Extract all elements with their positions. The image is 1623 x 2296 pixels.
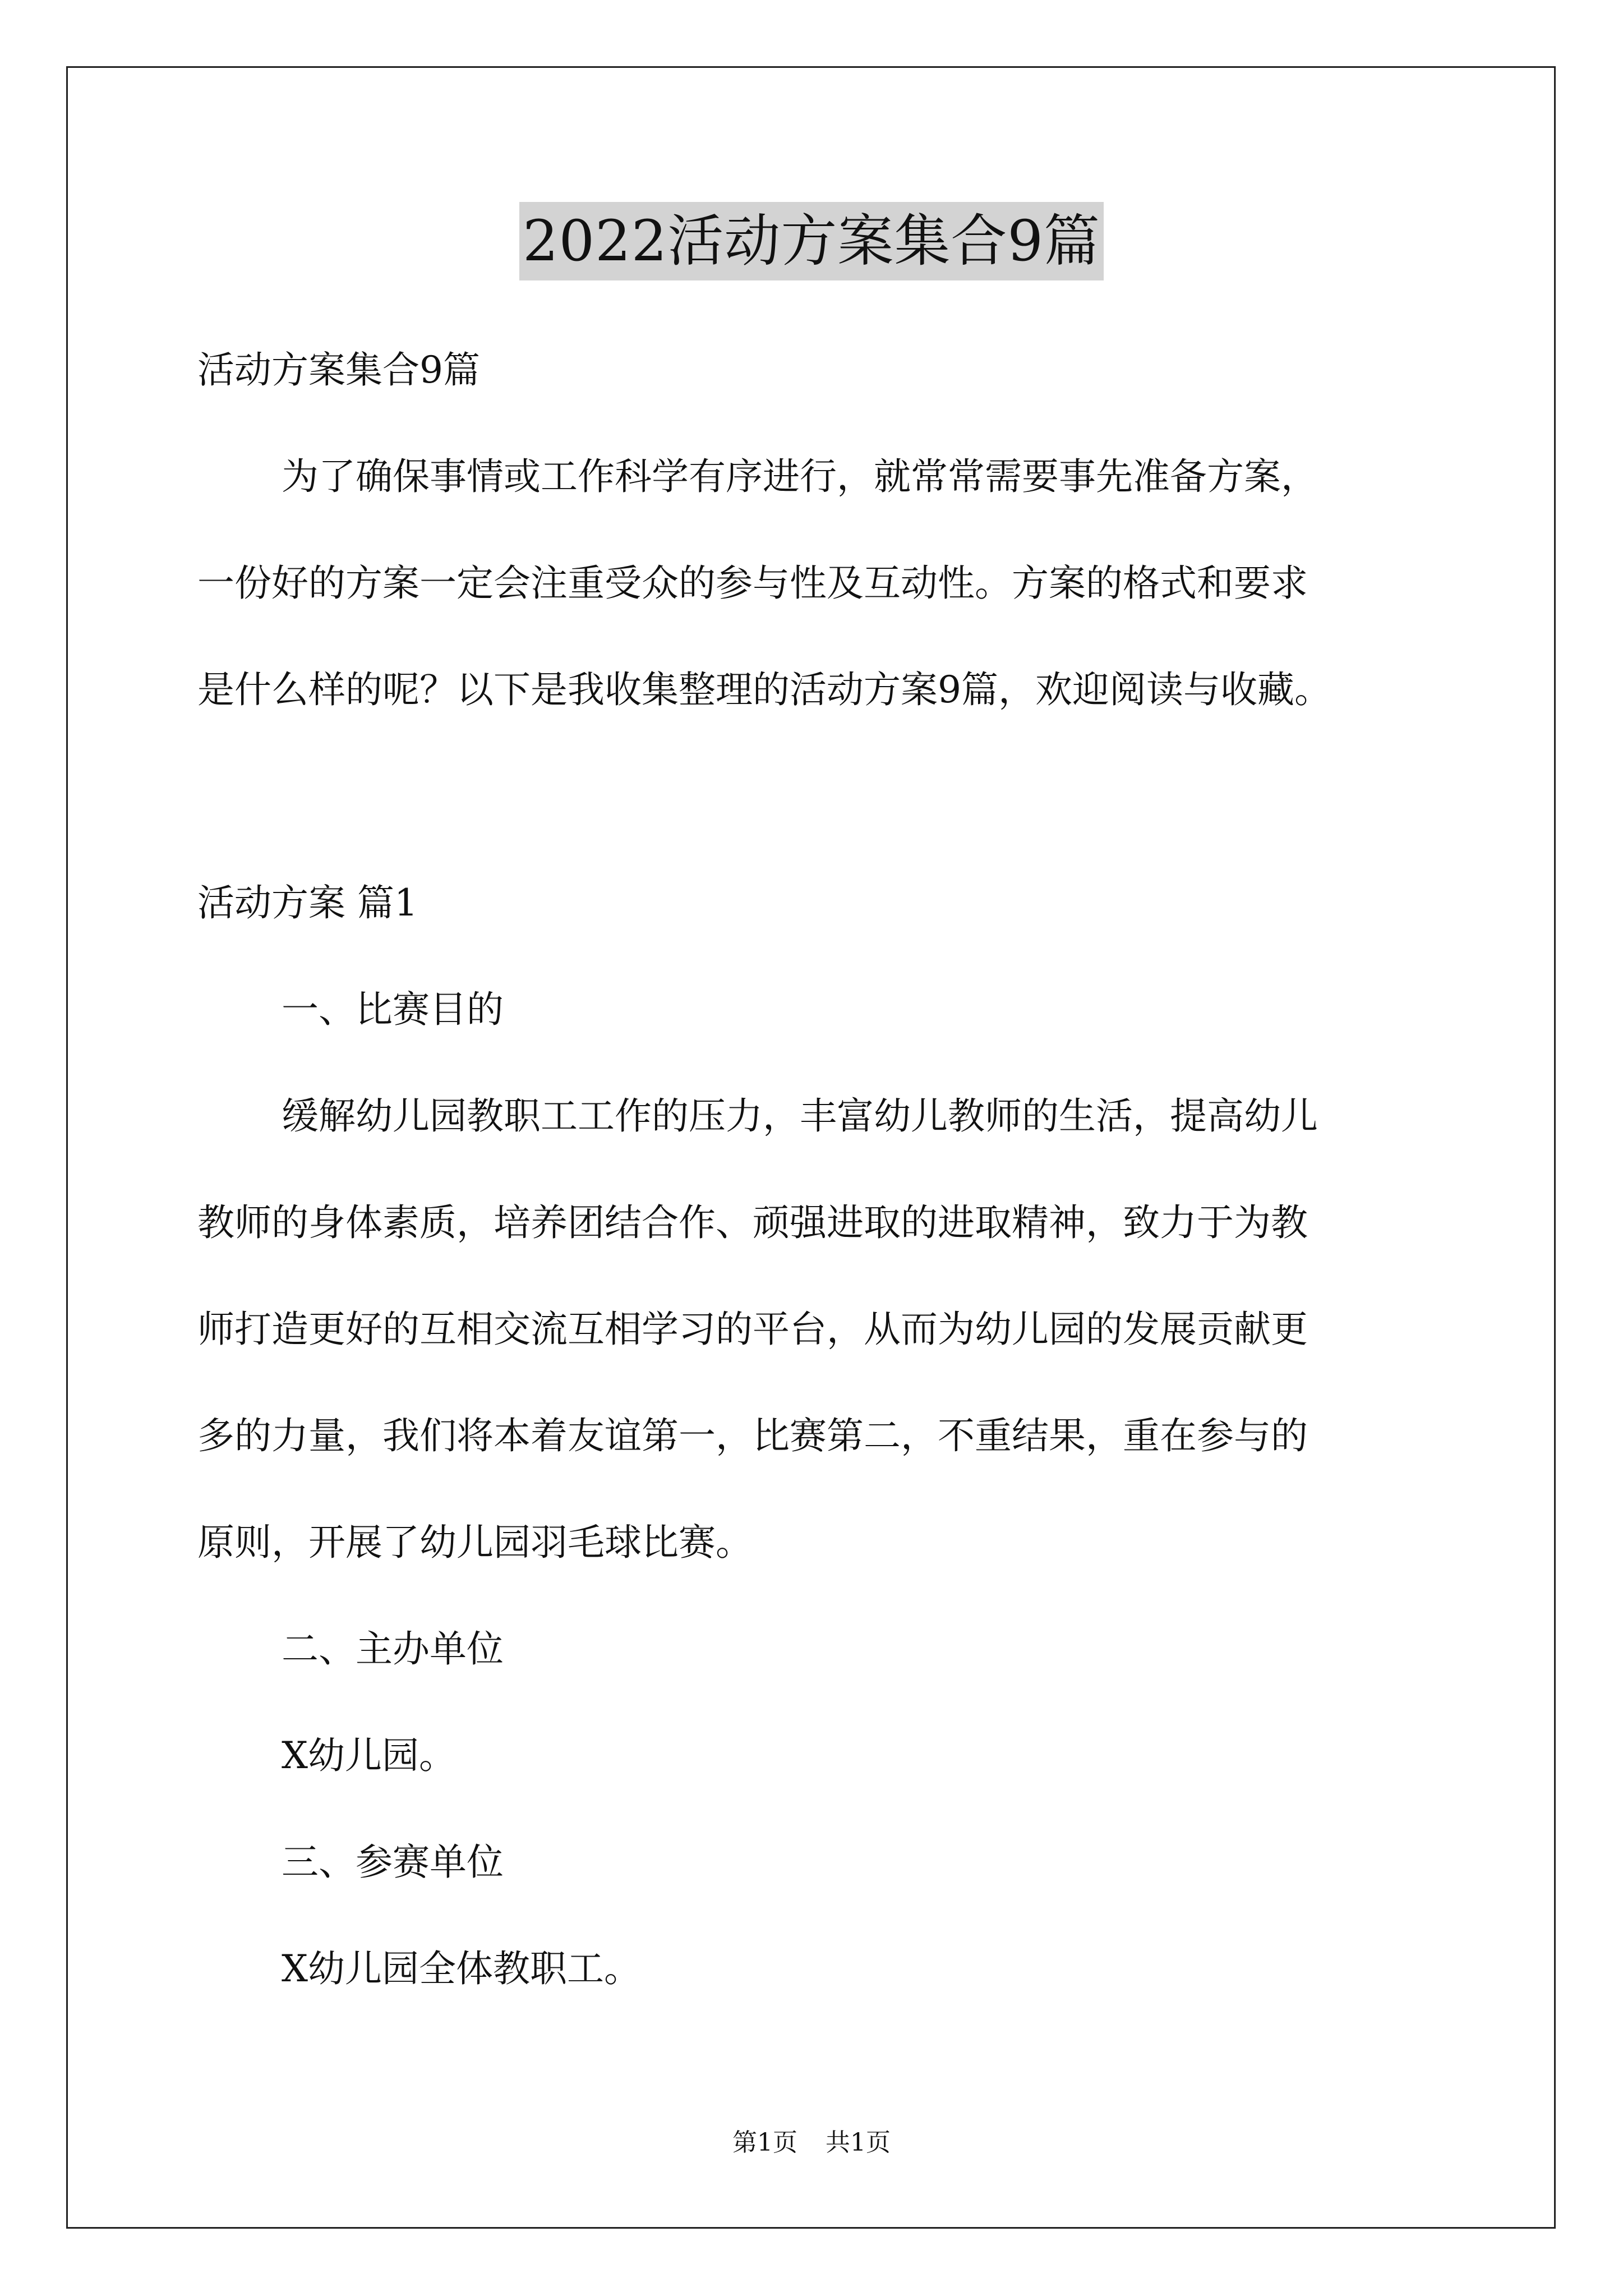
item1-body-line-4: 多的力量，我们将本着友谊第一，比赛第二，不重结果，重在参与的 [197, 1414, 1308, 1457]
page-footer [0, 2126, 1623, 2160]
item3-body: X幼儿园全体教职工。 [282, 1947, 641, 1990]
item2-heading: 二、主办单位 [282, 1627, 504, 1671]
item1-body-line-2: 教师的身体素质，培养团结合作、顽强进取的进取精神，致力于为教 [197, 1201, 1308, 1244]
intro-line-3: 是什么样的呢？以下是我收集整理的活动方案9篇，欢迎阅读与收藏。 [197, 668, 1331, 711]
subtitle: 活动方案集合9篇 [197, 348, 480, 392]
item1-body-line-5: 原则，开展了幼儿园羽毛球比赛。 [197, 1521, 753, 1564]
item2-body: X幼儿园。 [282, 1734, 456, 1777]
item1-heading: 一、比赛目的 [282, 988, 504, 1031]
document-title: 2022活动方案集合9篇 [519, 202, 1104, 280]
section-heading: 活动方案 篇1 [197, 881, 418, 924]
item1-body-line-3: 师打造更好的互相交流互相学习的平台，从而为幼儿园的发展贡献更 [197, 1308, 1308, 1351]
page-total: 共1页 [826, 2128, 891, 2157]
page-current: 第1页 [732, 2128, 797, 2157]
item3-heading: 三、参赛单位 [282, 1841, 504, 1884]
intro-line-2: 一份好的方案一定会注重受众的参与性及互动性。方案的格式和要求 [197, 562, 1308, 605]
paragraph-gap [197, 743, 1442, 850]
document-body [197, 317, 1442, 2022]
intro-line-1: 为了确保事情或工作科学有序进行，就常常需要事先准备方案， [282, 455, 1318, 498]
title-block [0, 202, 1623, 280]
item1-body-line-1: 缓解幼儿园教职工工作的压力，丰富幼儿教师的生活，提高幼儿 [282, 1094, 1318, 1138]
